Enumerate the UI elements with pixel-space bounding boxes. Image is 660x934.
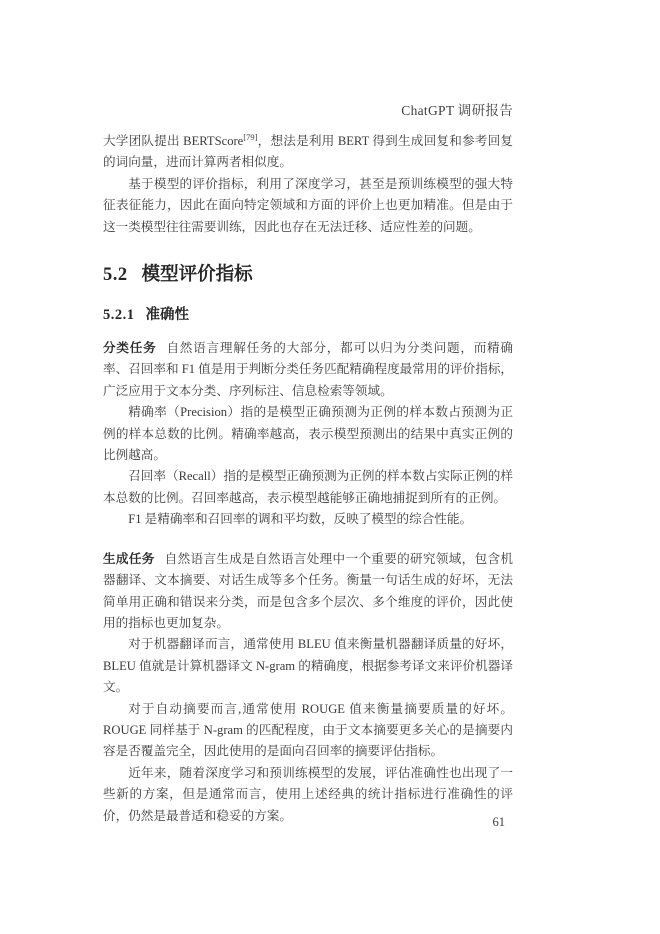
subsection-number: 5.2.1 — [103, 307, 135, 324]
classification-task-term: 分类任务 — [103, 341, 157, 356]
section-number: 5.2 — [103, 265, 128, 286]
paragraph-recall: 召回率（Recall）指的是模型正确预测为正例的样本数占实际正例的样本总数的比例。召回率越高，表示模型越能够正确地捕捉到所有的正例。 — [103, 469, 513, 505]
generation-task-term: 生成任务 — [103, 551, 155, 566]
subsection-title: 准确性 — [145, 307, 189, 324]
citation-reference-79: [79] — [243, 131, 258, 142]
paragraph-rouge: 对于自动摘要而言,通常使用 ROUGE 值来衡量摘要质量的好坏。ROUGE 同样基于 N-gram 的匹配程度，由于文本摘要更多关心的是摘要内容是否覆盖完全，因此使用的是面向召回率的摘要评估指标。 — [103, 701, 513, 759]
section-title: 模型评价指标 — [141, 265, 253, 286]
generation-task-text: 自然语言生成是自然语言处理中一个重要的研究领域，包含机器翻译、文本摘要、对话生成等多个任务。衡量一句话生成的好坏，无法简单用正确和错误来分类，而是包含多个层次、多个维度的评价，因此使用的指标也更加复杂。 — [103, 551, 514, 630]
page-number: 61 — [492, 815, 505, 829]
bertscore-text-after-ref: ，想法是利用 BERT 得到生成回复和参考回复的词向量，进而计算两者相似度。 — [103, 134, 513, 170]
paragraph-model-based-metrics: 基于模型的评价指标，利用了深度学习，甚至是预训练模型的强大特征表征能力，因此在面向特定领域和方面的评价上也更加精准。但是由于这一类模型往往需要训练，因此也存在无法迁移、适应性差的问题。 — [103, 176, 513, 234]
section-heading — [103, 261, 513, 289]
paragraph-generation-task — [103, 549, 513, 635]
paragraph-classification-task — [103, 338, 513, 402]
paragraph-precision: 精确率（Precision）指的是模型正确预测为正例的样本数占预测为正例的样本总数的比例。精确率越高，表示模型预测出的结果中真实正例的比例越高。 — [103, 405, 513, 463]
paragraph-bleu: 对于机器翻译而言，通常使用 BLEU 值来衡量机器翻译质量的好坏，BLEU 值就是计算机器译文 N-gram 的精确度，根据参考译文来评价机器译文。 — [103, 637, 513, 695]
subsection-heading — [103, 304, 513, 326]
paragraph-f1: F1 是精确率和召回率的调和平均数，反映了模型的综合性能。 — [128, 512, 473, 527]
classification-task-text: 自然语言理解任务的大部分，都可以归为分类问题，而精确率、召回率和 F1 值是用于判断分类任务匹配精确程度最常用的评价指标，广泛应用于文本分类、序列标注、信息检索等领域。 — [103, 341, 514, 398]
bertscore-text-before-ref: 大学团队提出 BERTScore — [103, 134, 244, 148]
paragraph-bertscore — [103, 131, 513, 174]
paragraph-closing: 近年来，随着深度学习和预训练模型的发展，评估准确性也出现了一些新的方案，但是通常而言，使用上述经典的统计指标进行准确性的评价，仍然是最普适和稳妥的方案。 — [103, 765, 513, 823]
running-header: ChatGPT 调研报告 — [401, 103, 513, 118]
text-column — [103, 131, 513, 827]
